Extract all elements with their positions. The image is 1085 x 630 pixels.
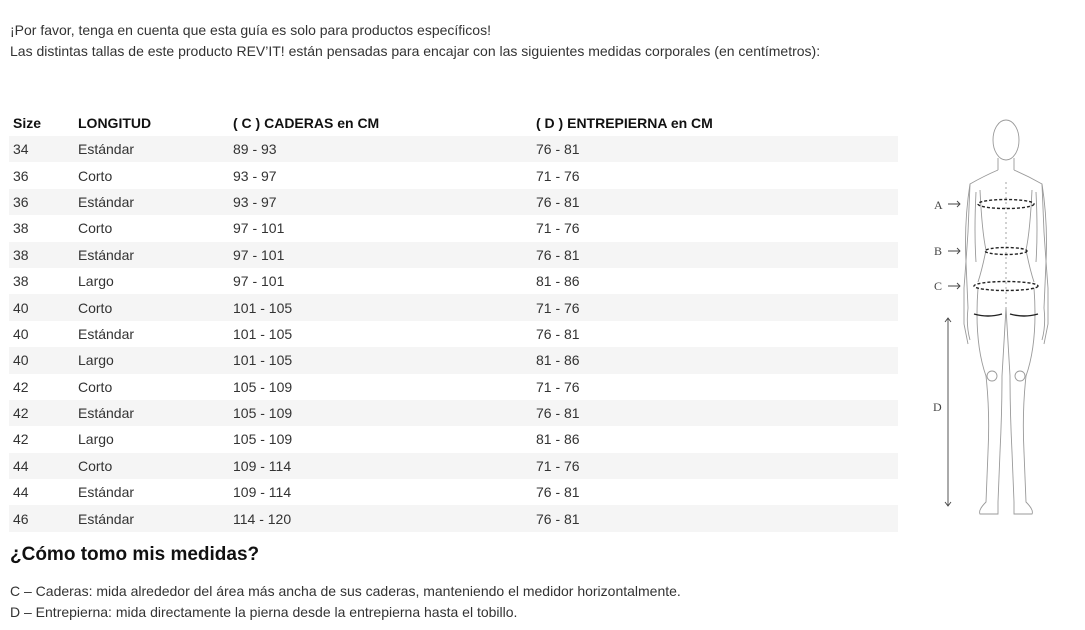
- howto-hips-line: C – Caderas: mida alrededor del área más ancha de sus caderas, manteniendo el medidor horizontalmente.: [10, 583, 681, 599]
- cell-inseam: 76 - 81: [532, 189, 898, 215]
- table-row: [9, 136, 898, 162]
- cell-hips: 101 - 105: [229, 347, 532, 373]
- cell-size: 38: [13, 220, 29, 237]
- table-row: [9, 374, 898, 400]
- table-row: [9, 505, 898, 531]
- table-row: [9, 453, 898, 479]
- table-row: [9, 479, 898, 505]
- cell-length: Corto: [74, 453, 229, 479]
- cell-hips: 97 - 101: [233, 220, 285, 237]
- cell-hips: 105 - 109: [229, 400, 532, 426]
- cell-size: 38: [13, 273, 29, 290]
- table-row: [9, 268, 898, 294]
- cell-length: Largo: [78, 431, 114, 448]
- cell-inseam: 76 - 81: [532, 136, 898, 162]
- cell-size: 44: [13, 484, 29, 501]
- header-inseam: ( D ) ENTREPIERNA en CM: [536, 115, 713, 131]
- intro-text: [10, 20, 820, 62]
- cell-hips: 114 - 120: [229, 505, 532, 531]
- cell-hips: 89 - 93: [229, 136, 532, 162]
- table-header-row: [9, 110, 898, 136]
- table-row: [9, 347, 898, 373]
- body-measurement-figure: [928, 112, 1068, 522]
- cell-inseam: 81 - 86: [536, 431, 580, 448]
- table-row: [9, 162, 898, 188]
- cell-hips: 101 - 105: [229, 294, 532, 320]
- cell-hips: 101 - 105: [233, 325, 293, 342]
- cell-length: Estándar: [74, 505, 229, 531]
- header-size: Size: [13, 115, 42, 131]
- cell-size: 36: [13, 167, 29, 184]
- intro-notice: ¡Por favor, tenga en cuenta que esta guía es solo para productos específicos!: [10, 22, 491, 38]
- cell-inseam: 76 - 81: [536, 325, 580, 342]
- cell-size: 40: [13, 325, 29, 342]
- cell-inseam: 71 - 76: [536, 378, 580, 395]
- cell-length: Estándar: [78, 325, 135, 342]
- cell-hips: 105 - 109: [233, 378, 293, 395]
- figure-label-a: A: [934, 198, 943, 212]
- cell-inseam: 76 - 81: [536, 484, 580, 501]
- cell-inseam: 71 - 76: [536, 167, 580, 184]
- cell-length: Corto: [78, 220, 113, 237]
- cell-length: Estándar: [74, 136, 229, 162]
- table-row: [9, 294, 898, 320]
- size-table: [9, 110, 898, 532]
- figure-label-d: D: [933, 400, 942, 414]
- header-length: LONGITUD: [78, 115, 152, 131]
- table-row: [9, 189, 898, 215]
- cell-length: Largo: [78, 273, 114, 290]
- header-hips: ( C ) CADERAS en CM: [233, 115, 380, 131]
- cell-length: Estándar: [74, 242, 229, 268]
- cell-size: 40: [9, 347, 74, 373]
- cell-hips: 93 - 97: [233, 167, 277, 184]
- cell-length: Estándar: [74, 189, 229, 215]
- cell-length: Corto: [74, 294, 229, 320]
- cell-inseam: 76 - 81: [532, 505, 898, 531]
- cell-inseam: 71 - 76: [536, 220, 580, 237]
- cell-hips: 109 - 114: [229, 453, 532, 479]
- cell-inseam: 76 - 81: [532, 242, 898, 268]
- cell-size: 38: [9, 242, 74, 268]
- cell-inseam: 71 - 76: [532, 453, 898, 479]
- howto-title: ¿Cómo tomo mis medidas?: [10, 544, 260, 565]
- cell-size: 40: [9, 294, 74, 320]
- cell-size: 36: [9, 189, 74, 215]
- cell-hips: 97 - 101: [229, 242, 532, 268]
- table-row: [9, 242, 898, 268]
- cell-size: 46: [9, 505, 74, 531]
- table-row: [9, 215, 898, 241]
- cell-size: 34: [9, 136, 74, 162]
- figure-label-c: C: [934, 279, 943, 293]
- cell-inseam: 81 - 86: [532, 347, 898, 373]
- cell-hips: 109 - 114: [233, 484, 292, 501]
- cell-size: 42: [13, 431, 29, 448]
- cell-size: 42: [9, 400, 74, 426]
- cell-length: Estándar: [78, 484, 135, 501]
- cell-hips: 105 - 109: [233, 431, 293, 448]
- cell-hips: 93 - 97: [229, 189, 532, 215]
- intro-description: Las distintas tallas de este producto REV’IT! están pensadas para encajar con las siguientes medidas corporales (en centímetros):: [10, 43, 821, 59]
- cell-length: Largo: [74, 347, 229, 373]
- table-row: [9, 400, 898, 426]
- cell-size: 44: [9, 453, 74, 479]
- cell-inseam: 71 - 76: [532, 294, 898, 320]
- howto-inseam-line: D – Entrepierna: mida directamente la pierna desde la entrepierna hasta el tobillo.: [10, 604, 518, 620]
- cell-length: Estándar: [74, 400, 229, 426]
- cell-size: 42: [13, 378, 29, 395]
- table-row: [9, 426, 898, 452]
- howto-instructions: [10, 581, 681, 623]
- figure-label-b: B: [934, 244, 943, 258]
- table-row: [9, 321, 898, 347]
- cell-length: Corto: [78, 378, 113, 395]
- cell-inseam: 81 - 86: [536, 273, 580, 290]
- cell-length: Corto: [78, 167, 113, 184]
- cell-hips: 97 - 101: [233, 273, 285, 290]
- cell-inseam: 76 - 81: [532, 400, 898, 426]
